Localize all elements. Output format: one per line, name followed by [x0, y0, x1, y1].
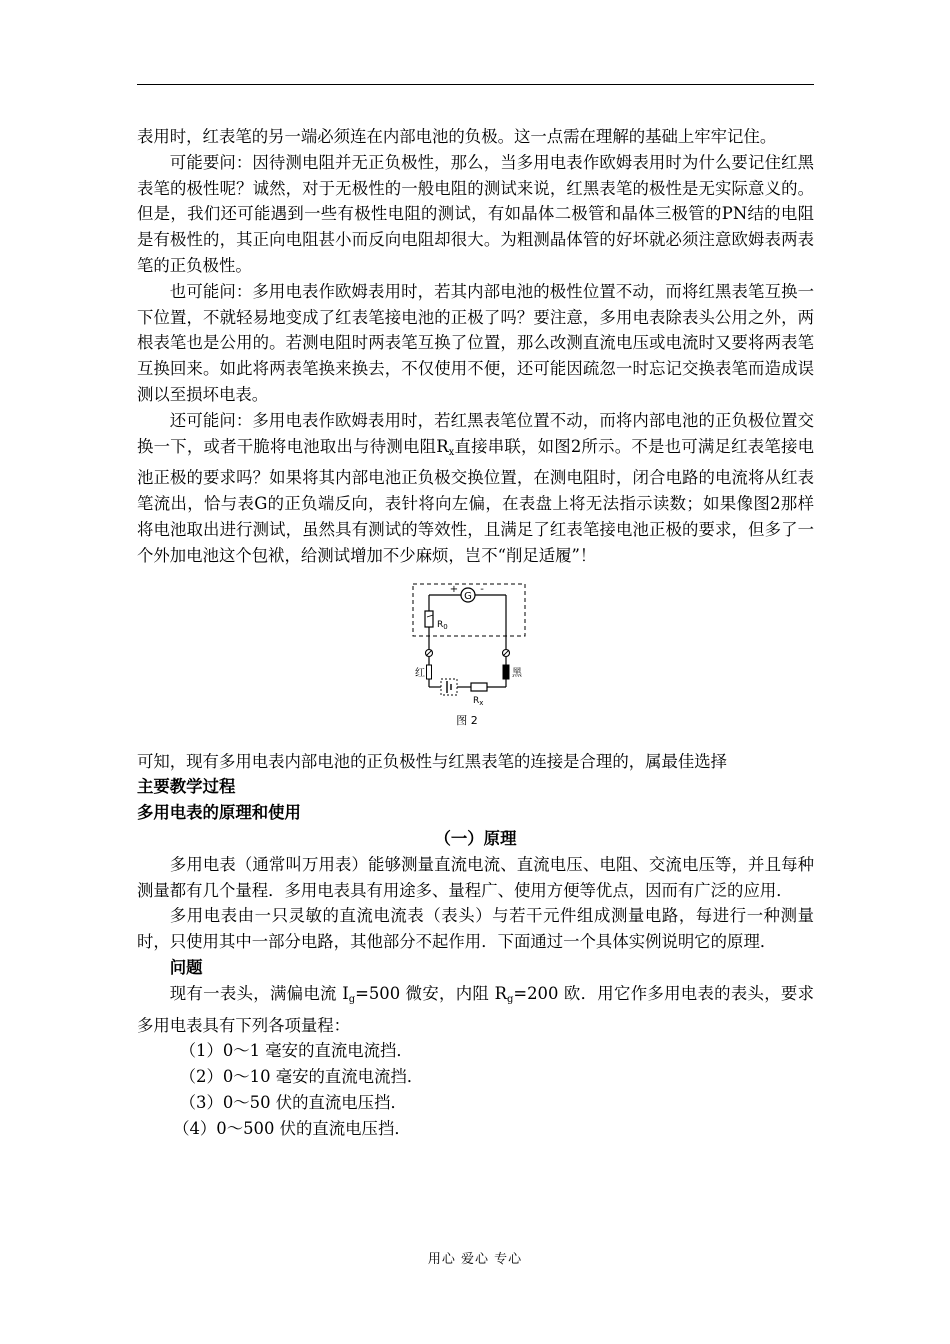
black-label: 黑 — [511, 667, 522, 679]
header-rule — [137, 84, 814, 85]
minus-sign: - — [479, 583, 484, 595]
paragraph-5: 可知，现有多用电表内部电池的正负极性与红黑表笔的连接是合理的，属最佳选择 — [137, 751, 728, 771]
heading-multimeter: 多用电表的原理和使用 — [137, 803, 301, 823]
plus-sign: + — [449, 583, 458, 595]
list-item: （2）0～10 毫安的直流电流挡． — [179, 1067, 424, 1087]
list-item: （1）0～1 毫安的直流电流挡． — [179, 1041, 413, 1061]
circuit-diagram — [411, 583, 541, 731]
paragraph-2: 可能要问：因待测电阻并无正负极性，那么，当多用电表作欧姆表用时为什么要记住红黑表笔的极性呢？诚然，对于无极性的一般电阻的测试来说，红黑表笔的极性是无实际意义的。但是，我们还可能遇到一些有极性电阻的测试，有如晶体二极管和晶体三极管的PN结的电阻是有极性的，其正向电阻甚小而反向电阻却很大。为粗测晶体管的好坏就必须注意欧姆表两表笔的正负极性。 — [137, 152, 814, 275]
paragraph-1: 表用时，红表笔的另一端必须连在内部电池的负极。这一点需在理解的基础上牢牢记住。 — [137, 127, 777, 146]
paragraph-4 — [137, 408, 814, 569]
page-content — [137, 124, 814, 1142]
paragraph-8-part-c: =200 欧．用它作多用电表的表头，要求多用电表具有下列各项量程： — [137, 983, 815, 1035]
list-item: （4）0～500 伏的直流电压挡． — [173, 1118, 411, 1138]
red-probe — [426, 665, 431, 679]
resistor-rx — [471, 683, 487, 691]
paragraph-4-part-a: 还可能问：多用电表作欧姆表用时，若红黑表笔位置不动，而将内部电池的正负极位置交换一下，或者干脆将电池取出与待测电阻R — [137, 410, 814, 456]
rg-subscript: g — [506, 993, 514, 1005]
circuit-figure — [137, 583, 814, 731]
heading-question: 问题 — [169, 957, 203, 977]
paragraph-3: 也可能问：多用电表作欧姆表用时，若其内部电池的极性位置不动，而将红黑表笔互换一下位置，不就轻易地变成了红表笔接电池的正极了吗？要注意，多用电表除表头公用之外，两根表笔也是公用的。若测电阻时两表笔互换了位置，那么改测直流电压或电流时又要将两表笔互换回来。如此将两表笔换来换去，不仅使用不便，还可能因疏忽一时忘记交换表笔而造成误测以至损坏电表。 — [137, 281, 814, 404]
r0-label: $R_0$ — [436, 619, 448, 631]
heading-principle: （一）原理 — [434, 828, 517, 848]
heading-main-process: 主要教学过程 — [137, 777, 236, 797]
paragraph-6: 多用电表（通常叫万用表）能够测量直流电流、直流电压、电阻、交流电压等，并且每种测量都有几个量程．多用电表具有用途多、量程广、使用方便等优点，因而有广泛的应用． — [137, 854, 814, 900]
red-label: 红 — [414, 667, 425, 679]
battery-box — [441, 679, 457, 695]
paragraph-8 — [137, 981, 814, 1039]
galvanometer-label: G — [463, 590, 472, 602]
rx-label: $R_x$ — [472, 695, 483, 707]
page-footer: 用心 爱心 专心 — [427, 1252, 523, 1267]
list-item: （3）0～50 伏的直流电压挡． — [179, 1092, 407, 1112]
rx-subscript: x — [448, 446, 455, 458]
figure-caption: 图 2 — [455, 713, 478, 727]
paragraph-7: 多用电表由一只灵敏的直流电流表（表头）与若干元件组成测量电路，每进行一种测量时，只使用其中一部分电路，其他部分不起作用．下面通过一个具体实例说明它的原理． — [137, 906, 814, 952]
black-probe — [503, 665, 509, 679]
paragraph-8-part-a: 现有一表头，满偏电流 I — [169, 983, 349, 1003]
paragraph-4-part-b: 直接串联，如图2所示。不是也可满足红表笔接电池正极的要求吗？如果将其内部电池正负极交换位置，在测电阻时，闭合电路的电流将从红表笔流出，恰与表G的正负端反向，表针将向左偏，在表盘上将无法指示读数；如果像图2那样将电池取出进行测试，虽然具有测试的等效性，且满足了红表笔接电池正极的要求，但多了一个外加电池这个包袱，给测试增加不少麻烦，岂不“削足适履”！ — [137, 436, 814, 565]
ig-subscript: g — [348, 993, 356, 1005]
resistor-r0 — [425, 611, 433, 627]
paragraph-8-part-b: =500 微安，内阻 R — [355, 983, 507, 1003]
